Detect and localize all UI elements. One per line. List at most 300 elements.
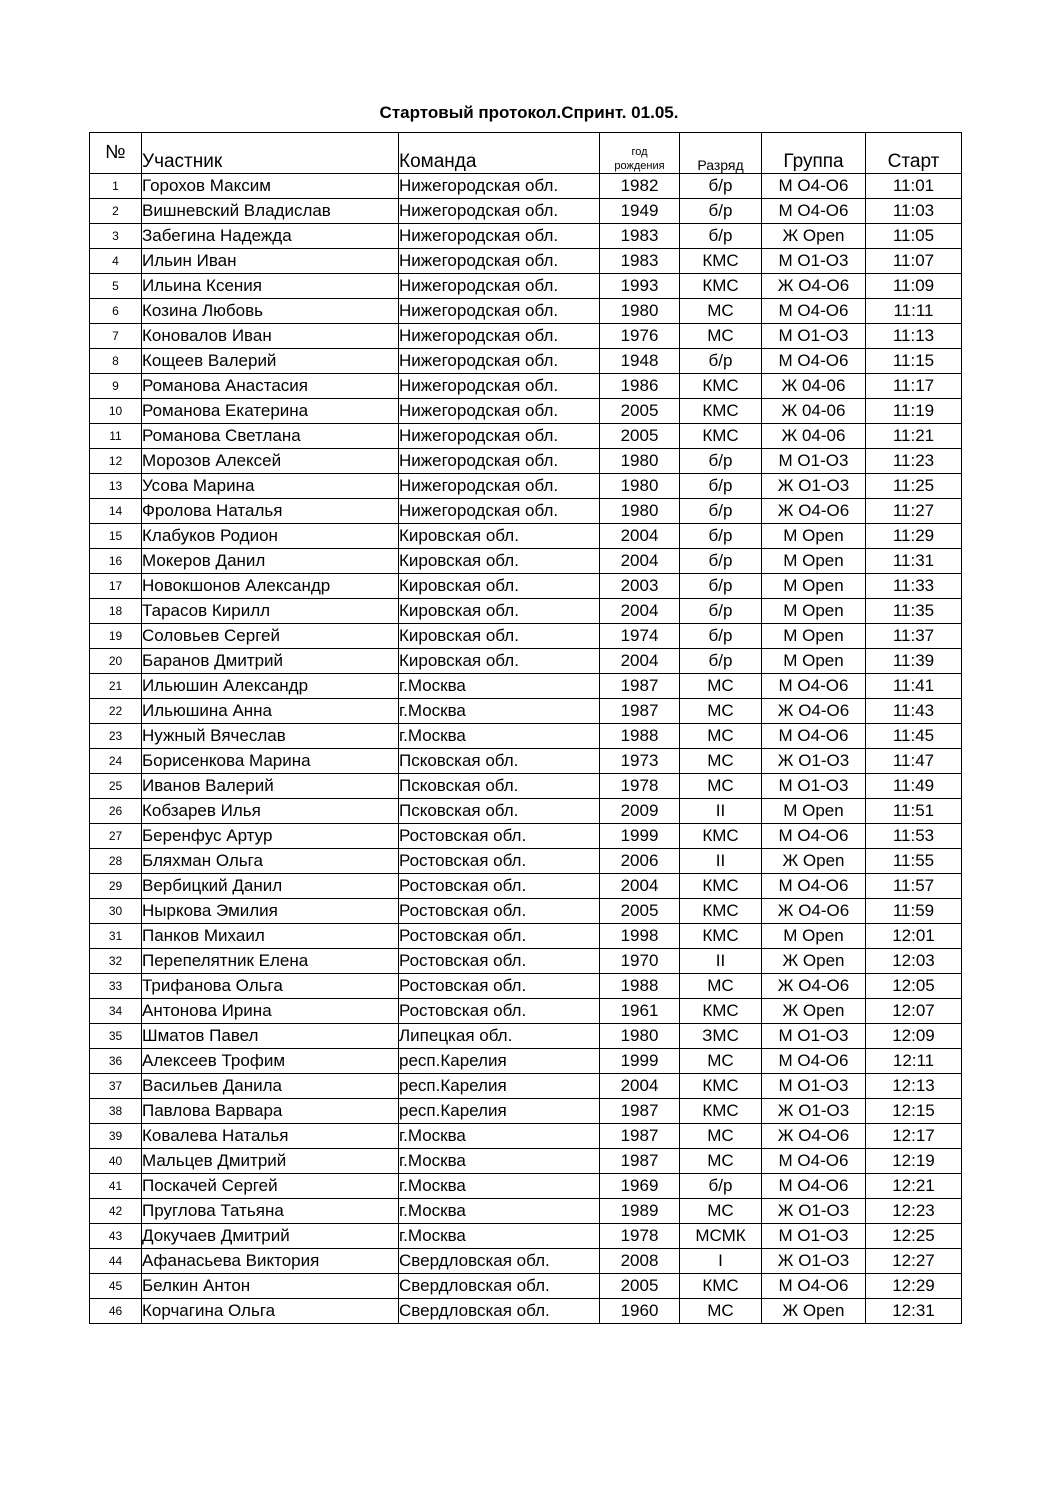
cell-team: Ростовская обл. [399, 899, 600, 924]
cell-participant: Павлова Варвара [142, 1099, 399, 1124]
cell-number: 1 [90, 174, 142, 199]
cell-birth-year: 1993 [600, 274, 680, 299]
cell-number: 44 [90, 1249, 142, 1274]
cell-number: 15 [90, 524, 142, 549]
cell-start-time: 11:11 [866, 299, 962, 324]
column-header-start: Старт [866, 133, 962, 174]
cell-birth-year: 1978 [600, 1224, 680, 1249]
cell-start-time: 12:21 [866, 1174, 962, 1199]
cell-rank: КМС [680, 874, 762, 899]
table-row [90, 1249, 962, 1274]
cell-group: М О4-О6 [762, 874, 866, 899]
cell-team: Свердловская обл. [399, 1249, 600, 1274]
cell-team: респ.Карелия [399, 1074, 600, 1099]
table-row [90, 1099, 962, 1124]
cell-start-time: 12:15 [866, 1099, 962, 1124]
cell-start-time: 11:57 [866, 874, 962, 899]
cell-birth-year: 1999 [600, 1049, 680, 1074]
cell-team: Нижегородская обл. [399, 324, 600, 349]
cell-birth-year: 1980 [600, 1024, 680, 1049]
cell-group: Ж Open [762, 949, 866, 974]
table-row [90, 549, 962, 574]
column-header-rank: Разряд [680, 133, 762, 174]
cell-team: г.Москва [399, 724, 600, 749]
cell-group: Ж 04-06 [762, 424, 866, 449]
cell-participant: Панков Михаил [142, 924, 399, 949]
cell-rank: I [680, 1249, 762, 1274]
cell-number: 5 [90, 274, 142, 299]
cell-group: М Open [762, 799, 866, 824]
start-protocol-table [89, 132, 962, 1324]
cell-start-time: 12:17 [866, 1124, 962, 1149]
table-row [90, 1174, 962, 1199]
cell-group: М О4-О6 [762, 299, 866, 324]
cell-participant: Ильин Иван [142, 249, 399, 274]
cell-rank: МС [680, 1199, 762, 1224]
cell-number: 34 [90, 999, 142, 1024]
table-row [90, 1274, 962, 1299]
cell-group: Ж О1-О3 [762, 749, 866, 774]
cell-birth-year: 1987 [600, 1149, 680, 1174]
table-row [90, 299, 962, 324]
cell-rank: МС [680, 299, 762, 324]
cell-team: респ.Карелия [399, 1099, 600, 1124]
cell-start-time: 12:11 [866, 1049, 962, 1074]
cell-group: Ж О4-О6 [762, 1124, 866, 1149]
cell-participant: Баранов Дмитрий [142, 649, 399, 674]
cell-team: Нижегородская обл. [399, 424, 600, 449]
table-row [90, 199, 962, 224]
cell-rank: МС [680, 1124, 762, 1149]
cell-group: М О1-О3 [762, 249, 866, 274]
table-row [90, 1199, 962, 1224]
cell-group: М О1-О3 [762, 449, 866, 474]
cell-birth-year: 2003 [600, 574, 680, 599]
cell-participant: Романова Светлана [142, 424, 399, 449]
cell-number: 12 [90, 449, 142, 474]
cell-team: г.Москва [399, 1224, 600, 1249]
cell-team: Ростовская обл. [399, 849, 600, 874]
cell-group: М О4-О6 [762, 1149, 866, 1174]
cell-birth-year: 1999 [600, 824, 680, 849]
cell-group: М Open [762, 599, 866, 624]
cell-rank: МС [680, 1299, 762, 1324]
cell-start-time: 11:01 [866, 174, 962, 199]
cell-number: 11 [90, 424, 142, 449]
cell-birth-year: 1987 [600, 674, 680, 699]
cell-number: 16 [90, 549, 142, 574]
cell-participant: Романова Екатерина [142, 399, 399, 424]
cell-birth-year: 2009 [600, 799, 680, 824]
cell-start-time: 11:41 [866, 674, 962, 699]
column-header-team: Команда [399, 133, 600, 174]
cell-group: М О1-О3 [762, 1074, 866, 1099]
cell-start-time: 11:03 [866, 199, 962, 224]
cell-birth-year: 1988 [600, 974, 680, 999]
cell-group: М О4-О6 [762, 674, 866, 699]
table-row [90, 174, 962, 199]
cell-start-time: 11:31 [866, 549, 962, 574]
cell-birth-year: 1987 [600, 1099, 680, 1124]
cell-group: М О4-О6 [762, 1049, 866, 1074]
cell-group: М О4-О6 [762, 1274, 866, 1299]
table-row [90, 1124, 962, 1149]
cell-start-time: 11:53 [866, 824, 962, 849]
cell-number: 10 [90, 399, 142, 424]
cell-start-time: 12:13 [866, 1074, 962, 1099]
cell-group: М О4-О6 [762, 824, 866, 849]
cell-start-time: 11:19 [866, 399, 962, 424]
cell-start-time: 12:27 [866, 1249, 962, 1274]
cell-number: 19 [90, 624, 142, 649]
cell-number: 26 [90, 799, 142, 824]
cell-birth-year: 2004 [600, 549, 680, 574]
cell-rank: КМС [680, 374, 762, 399]
cell-number: 37 [90, 1074, 142, 1099]
cell-group: Ж О4-О6 [762, 499, 866, 524]
table-row [90, 674, 962, 699]
cell-number: 46 [90, 1299, 142, 1324]
table-row [90, 474, 962, 499]
cell-group: М Open [762, 649, 866, 674]
cell-number: 20 [90, 649, 142, 674]
cell-participant: Поскачей Сергей [142, 1174, 399, 1199]
cell-birth-year: 2008 [600, 1249, 680, 1274]
cell-birth-year: 1998 [600, 924, 680, 949]
cell-participant: Докучаев Дмитрий [142, 1224, 399, 1249]
table-row [90, 1074, 962, 1099]
cell-team: Нижегородская обл. [399, 374, 600, 399]
cell-participant: Кощеев Валерий [142, 349, 399, 374]
cell-group: Ж О4-О6 [762, 699, 866, 724]
cell-team: Псковская обл. [399, 774, 600, 799]
cell-participant: Ильюшин Александр [142, 674, 399, 699]
cell-rank: МС [680, 749, 762, 774]
cell-birth-year: 1988 [600, 724, 680, 749]
cell-team: Нижегородская обл. [399, 349, 600, 374]
cell-birth-year: 2006 [600, 849, 680, 874]
cell-rank: КМС [680, 424, 762, 449]
cell-group: М О1-О3 [762, 1224, 866, 1249]
cell-rank: б/р [680, 524, 762, 549]
cell-start-time: 11:33 [866, 574, 962, 599]
cell-start-time: 12:05 [866, 974, 962, 999]
cell-start-time: 12:19 [866, 1149, 962, 1174]
cell-birth-year: 1983 [600, 224, 680, 249]
cell-start-time: 11:39 [866, 649, 962, 674]
cell-participant: Трифанова Ольга [142, 974, 399, 999]
cell-start-time: 11:47 [866, 749, 962, 774]
cell-team: г.Москва [399, 674, 600, 699]
column-header-group: Группа [762, 133, 866, 174]
table-row [90, 749, 962, 774]
cell-start-time: 12:07 [866, 999, 962, 1024]
cell-birth-year: 1976 [600, 324, 680, 349]
cell-rank: КМС [680, 274, 762, 299]
cell-start-time: 12:31 [866, 1299, 962, 1324]
cell-start-time: 12:01 [866, 924, 962, 949]
cell-group: М О4-О6 [762, 174, 866, 199]
cell-start-time: 11:15 [866, 349, 962, 374]
cell-rank: МС [680, 674, 762, 699]
cell-participant: Клабуков Родион [142, 524, 399, 549]
cell-team: Нижегородская обл. [399, 474, 600, 499]
cell-participant: Вишневский Владислав [142, 199, 399, 224]
cell-team: Ростовская обл. [399, 824, 600, 849]
birth-year-label-line2: рождения [614, 160, 665, 172]
cell-birth-year: 1949 [600, 199, 680, 224]
cell-number: 27 [90, 824, 142, 849]
cell-participant: Пруглова Татьяна [142, 1199, 399, 1224]
table-row [90, 774, 962, 799]
cell-team: Ростовская обл. [399, 949, 600, 974]
cell-team: Нижегородская обл. [399, 199, 600, 224]
cell-rank: б/р [680, 499, 762, 524]
cell-participant: Ныркова Эмилия [142, 899, 399, 924]
cell-birth-year: 2004 [600, 874, 680, 899]
cell-participant: Ковалева Наталья [142, 1124, 399, 1149]
cell-birth-year: 1974 [600, 624, 680, 649]
cell-number: 45 [90, 1274, 142, 1299]
cell-birth-year: 2005 [600, 424, 680, 449]
cell-team: Нижегородская обл. [399, 449, 600, 474]
cell-rank: II [680, 949, 762, 974]
cell-participant: Корчагина Ольга [142, 1299, 399, 1324]
table-row [90, 399, 962, 424]
cell-team: Нижегородская обл. [399, 174, 600, 199]
table-row [90, 224, 962, 249]
cell-group: М О4-О6 [762, 199, 866, 224]
cell-participant: Козина Любовь [142, 299, 399, 324]
cell-participant: Белкин Антон [142, 1274, 399, 1299]
cell-team: Псковская обл. [399, 749, 600, 774]
column-header-number: № [90, 133, 142, 174]
cell-birth-year: 1980 [600, 499, 680, 524]
cell-participant: Борисенкова Марина [142, 749, 399, 774]
table-row [90, 1149, 962, 1174]
table-row [90, 999, 962, 1024]
cell-group: М Open [762, 624, 866, 649]
column-header-birth-year [600, 133, 680, 174]
cell-group: Ж О1-О3 [762, 1099, 866, 1124]
cell-participant: Нужный Вячеслав [142, 724, 399, 749]
cell-birth-year: 1980 [600, 474, 680, 499]
cell-number: 31 [90, 924, 142, 949]
cell-rank: б/р [680, 649, 762, 674]
cell-participant: Иванов Валерий [142, 774, 399, 799]
cell-participant: Мокеров Данил [142, 549, 399, 574]
cell-participant: Ильюшина Анна [142, 699, 399, 724]
table-row [90, 624, 962, 649]
cell-group: М О4-О6 [762, 1174, 866, 1199]
cell-birth-year: 1978 [600, 774, 680, 799]
cell-number: 3 [90, 224, 142, 249]
cell-birth-year: 1980 [600, 449, 680, 474]
cell-birth-year: 1960 [600, 1299, 680, 1324]
cell-start-time: 11:05 [866, 224, 962, 249]
table-row [90, 499, 962, 524]
cell-start-time: 11:35 [866, 599, 962, 624]
cell-start-time: 12:25 [866, 1224, 962, 1249]
cell-start-time: 11:29 [866, 524, 962, 549]
cell-number: 14 [90, 499, 142, 524]
cell-rank: МС [680, 1049, 762, 1074]
table-body [90, 174, 962, 1324]
cell-rank: МС [680, 724, 762, 749]
cell-rank: б/р [680, 199, 762, 224]
cell-participant: Васильев Данила [142, 1074, 399, 1099]
cell-start-time: 11:07 [866, 249, 962, 274]
cell-participant: Усова Марина [142, 474, 399, 499]
cell-number: 28 [90, 849, 142, 874]
cell-number: 30 [90, 899, 142, 924]
cell-number: 42 [90, 1199, 142, 1224]
cell-rank: II [680, 849, 762, 874]
cell-number: 6 [90, 299, 142, 324]
cell-group: Ж О1-О3 [762, 1249, 866, 1274]
table-row [90, 449, 962, 474]
table-row [90, 799, 962, 824]
cell-number: 8 [90, 349, 142, 374]
cell-group: Ж Open [762, 224, 866, 249]
cell-birth-year: 1980 [600, 299, 680, 324]
cell-team: Кировская обл. [399, 624, 600, 649]
cell-team: г.Москва [399, 1149, 600, 1174]
cell-participant: Алексеев Трофим [142, 1049, 399, 1074]
cell-participant: Ильина Ксения [142, 274, 399, 299]
cell-number: 23 [90, 724, 142, 749]
table-row [90, 424, 962, 449]
cell-birth-year: 1948 [600, 349, 680, 374]
table-row [90, 274, 962, 299]
table-row [90, 899, 962, 924]
cell-group: Ж 04-06 [762, 399, 866, 424]
cell-team: Ростовская обл. [399, 974, 600, 999]
cell-group: Ж О4-О6 [762, 274, 866, 299]
cell-rank: II [680, 799, 762, 824]
cell-group: Ж О1-О3 [762, 474, 866, 499]
cell-team: Псковская обл. [399, 799, 600, 824]
cell-number: 41 [90, 1174, 142, 1199]
cell-team: г.Москва [399, 1174, 600, 1199]
cell-number: 32 [90, 949, 142, 974]
cell-birth-year: 2004 [600, 649, 680, 674]
cell-birth-year: 2004 [600, 524, 680, 549]
table-row [90, 524, 962, 549]
cell-start-time: 12:09 [866, 1024, 962, 1049]
cell-participant: Шматов Павел [142, 1024, 399, 1049]
table-row [90, 599, 962, 624]
cell-number: 18 [90, 599, 142, 624]
cell-participant: Горохов Максим [142, 174, 399, 199]
cell-rank: б/р [680, 474, 762, 499]
cell-number: 29 [90, 874, 142, 899]
cell-rank: б/р [680, 624, 762, 649]
cell-start-time: 11:51 [866, 799, 962, 824]
cell-group: М О1-О3 [762, 774, 866, 799]
cell-start-time: 12:29 [866, 1274, 962, 1299]
cell-participant: Морозов Алексей [142, 449, 399, 474]
table-row [90, 824, 962, 849]
cell-participant: Забегина Надежда [142, 224, 399, 249]
cell-start-time: 11:55 [866, 849, 962, 874]
cell-birth-year: 2004 [600, 1074, 680, 1099]
cell-number: 17 [90, 574, 142, 599]
cell-number: 24 [90, 749, 142, 774]
cell-group: Ж О1-О3 [762, 1199, 866, 1224]
cell-participant: Фролова Наталья [142, 499, 399, 524]
cell-start-time: 11:09 [866, 274, 962, 299]
cell-participant: Новокшонов Александр [142, 574, 399, 599]
cell-team: Кировская обл. [399, 549, 600, 574]
cell-start-time: 11:49 [866, 774, 962, 799]
cell-team: г.Москва [399, 1124, 600, 1149]
cell-group: Ж О4-О6 [762, 974, 866, 999]
table-row [90, 949, 962, 974]
cell-team: Ростовская обл. [399, 924, 600, 949]
cell-participant: Афанасьева Виктория [142, 1249, 399, 1274]
header-row [90, 133, 962, 174]
cell-group: М Open [762, 549, 866, 574]
cell-birth-year: 1986 [600, 374, 680, 399]
cell-group: Ж Open [762, 999, 866, 1024]
cell-birth-year: 1987 [600, 699, 680, 724]
cell-participant: Бляхман Ольга [142, 849, 399, 874]
cell-start-time: 11:23 [866, 449, 962, 474]
cell-rank: б/р [680, 1174, 762, 1199]
table-row [90, 574, 962, 599]
table-row [90, 974, 962, 999]
cell-group: Ж 04-06 [762, 374, 866, 399]
cell-rank: б/р [680, 574, 762, 599]
cell-rank: КМС [680, 1074, 762, 1099]
cell-rank: б/р [680, 599, 762, 624]
cell-rank: б/р [680, 449, 762, 474]
table-row [90, 1299, 962, 1324]
table-row [90, 724, 962, 749]
cell-number: 21 [90, 674, 142, 699]
cell-number: 7 [90, 324, 142, 349]
table-row [90, 849, 962, 874]
cell-participant: Коновалов Иван [142, 324, 399, 349]
cell-rank: КМС [680, 999, 762, 1024]
cell-participant: Романова Анастасия [142, 374, 399, 399]
table-row [90, 699, 962, 724]
cell-rank: ЗМС [680, 1024, 762, 1049]
cell-group: М Open [762, 924, 866, 949]
cell-birth-year: 2005 [600, 1274, 680, 1299]
cell-rank: б/р [680, 349, 762, 374]
table-row [90, 1224, 962, 1249]
cell-team: Липецкая обл. [399, 1024, 600, 1049]
cell-participant: Тарасов Кирилл [142, 599, 399, 624]
cell-team: Нижегородская обл. [399, 249, 600, 274]
cell-team: Ростовская обл. [399, 874, 600, 899]
cell-birth-year: 2005 [600, 399, 680, 424]
cell-group: М О1-О3 [762, 1024, 866, 1049]
cell-number: 43 [90, 1224, 142, 1249]
cell-participant: Беренфус Артур [142, 824, 399, 849]
cell-rank: б/р [680, 174, 762, 199]
cell-birth-year: 1989 [600, 1199, 680, 1224]
cell-birth-year: 1969 [600, 1174, 680, 1199]
cell-team: Свердловская обл. [399, 1274, 600, 1299]
cell-participant: Кобзарев Илья [142, 799, 399, 824]
cell-team: Кировская обл. [399, 524, 600, 549]
cell-birth-year: 1982 [600, 174, 680, 199]
cell-number: 36 [90, 1049, 142, 1074]
cell-rank: КМС [680, 1099, 762, 1124]
